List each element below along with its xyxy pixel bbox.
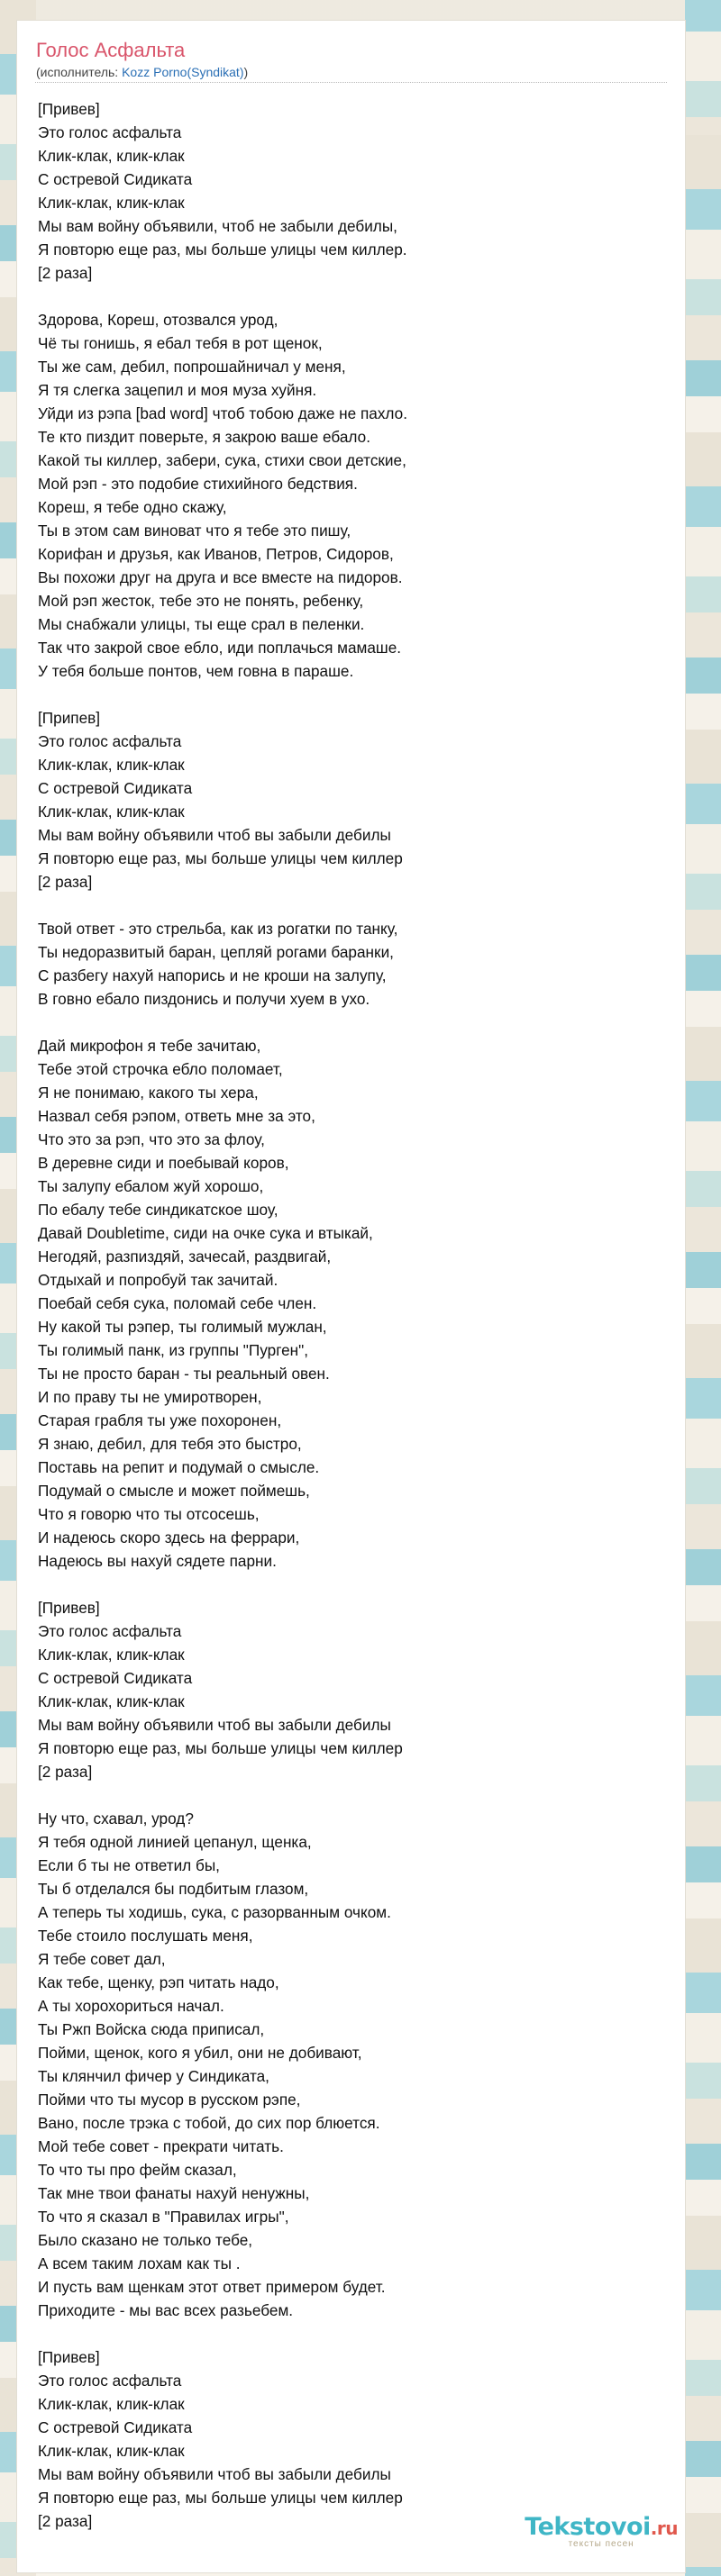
lyric-line: Ты клянчил фичер у Синдиката, bbox=[38, 2067, 269, 2085]
lyric-line: Тебе стоило послушать меня, bbox=[38, 1927, 253, 1945]
lyric-line: Ты в этом сам виноват что я тебе это пишу, bbox=[38, 522, 351, 540]
lyric-line: Пойми, щенок, кого я убил, они не добивают, bbox=[38, 2044, 362, 2062]
lyric-line: [2 раза] bbox=[38, 1763, 93, 1781]
logo-tld: .ru bbox=[650, 2517, 678, 2539]
lyric-line: Старая грабля ты уже похоронен, bbox=[38, 1411, 282, 1429]
lyric-line: Мы вам войну объявили чтоб вы забыли дебилы bbox=[38, 2465, 391, 2483]
lyric-line: Мы снабжали улицы, ты еще срал в пеленки. bbox=[38, 615, 365, 633]
subtitle-suffix: ) bbox=[243, 65, 249, 79]
stanza-gap bbox=[38, 1573, 667, 1596]
lyric-line: Клик-клак, клик-клак bbox=[38, 803, 185, 821]
lyric-line: Это голос асфальта bbox=[38, 732, 182, 750]
lyric-line: Это голос асфальта bbox=[38, 2372, 182, 2390]
lyric-line: Ты залупу ебалом жуй хорошо, bbox=[38, 1177, 264, 1195]
lyric-line: [2 раза] bbox=[38, 873, 93, 891]
lyric-line: А всем таким лохам как ты . bbox=[38, 2254, 241, 2272]
lyric-line: С остревой Сидиката bbox=[38, 2418, 193, 2436]
lyric-line: В говно ебало пиздонись и получи хуем в ухо. bbox=[38, 990, 370, 1008]
lyric-line: Что я говорю что ты отсосешь, bbox=[38, 1505, 260, 1523]
lyric-line: Корифан и друзья, как Иванов, Петров, Сидоров, bbox=[38, 545, 394, 563]
lyric-line: Ты б отделался бы подбитым глазом, bbox=[38, 1880, 309, 1898]
lyric-line: Так мне твои фанаты нахуй ненужны, bbox=[38, 2184, 310, 2202]
logo-wordmark bbox=[525, 2513, 678, 2541]
lyric-line: И пусть вам щенкам этот ответ примером будет. bbox=[38, 2278, 386, 2296]
lyric-line: [2 раза] bbox=[38, 264, 93, 282]
lyric-line: [Припев] bbox=[38, 709, 101, 727]
lyric-line: У тебя больше понтов, чем говна в параше. bbox=[38, 662, 354, 680]
lyric-line: Ты голимый панк, из группы "Пурген", bbox=[38, 1341, 309, 1359]
lyric-line: Вы похожи друг на друга и все вместе на пидоров. bbox=[38, 568, 403, 586]
stanza-gap bbox=[38, 1011, 667, 1034]
lyric-line: Клик-клак, клик-клак bbox=[38, 2442, 185, 2460]
lyric-line: Мы вам войну объявили, чтоб не забыли дебилы, bbox=[38, 217, 397, 235]
lyric-line: Подумай о смысле и может поймешь, bbox=[38, 1482, 310, 1500]
lyric-line: Я тебе совет дал, bbox=[38, 1950, 166, 1968]
lyric-line: А теперь ты ходишь, сука, с разорванным очком. bbox=[38, 1903, 391, 1921]
lyric-line: Что это за рэп, что это за флоу, bbox=[38, 1130, 265, 1148]
stanza-gap bbox=[38, 2322, 667, 2345]
lyric-line: А ты хорохориться начал. bbox=[38, 1997, 224, 2015]
lyric-line: Это голос асфальта bbox=[38, 1622, 182, 1640]
lyric-line: Клик-клак, клик-клак bbox=[38, 1692, 185, 1710]
lyric-line: Клик-клак, клик-клак bbox=[38, 147, 185, 165]
lyric-line: Клик-клак, клик-клак bbox=[38, 194, 185, 212]
logo-tagline: тексты песен bbox=[568, 2539, 634, 2549]
lyric-line: Ты не просто баран - ты реальный овен. bbox=[38, 1365, 330, 1383]
lyric-line: Пойми что ты мусор в русском рэпе, bbox=[38, 2091, 301, 2109]
lyric-line: Я повторю еще раз, мы больше улицы чем киллер bbox=[38, 849, 403, 867]
lyric-line: Если б ты не ответил бы, bbox=[38, 1856, 220, 1874]
lyric-line: Твой ответ - это стрельба, как из рогатки по танку, bbox=[38, 920, 398, 938]
lyrics-card bbox=[16, 20, 686, 2573]
lyric-line: И надеюсь скоро здесь на феррари, bbox=[38, 1528, 300, 1547]
lyric-line: Клик-клак, клик-клак bbox=[38, 756, 185, 774]
stanza-gap bbox=[38, 285, 667, 308]
lyric-line: Было сказано не только тебе, bbox=[38, 2231, 253, 2249]
lyric-line: Какой ты киллер, забери, сука, стихи свои детские, bbox=[38, 451, 406, 469]
lyric-line: Поебай себя сука, поломай себе член. bbox=[38, 1294, 317, 1312]
logo-main-text: Tekstovoi bbox=[525, 2513, 651, 2541]
lyric-line: Мой рэп жесток, тебе это не понять, ребенку, bbox=[38, 592, 364, 610]
lyric-line: С разбегу нахуй напорись и не кроши на залупу, bbox=[38, 966, 387, 984]
lyric-line: Я повторю еще раз, мы больше улицы чем киллер bbox=[38, 1739, 403, 1757]
lyric-line: Клик-клак, клик-клак bbox=[38, 2395, 185, 2413]
title-divider bbox=[35, 82, 667, 83]
lyric-line: Тебе этой строчка ебло поломает, bbox=[38, 1060, 283, 1078]
stanza-gap bbox=[38, 893, 667, 917]
lyric-line: Приходите - мы вас всех разьебем. bbox=[38, 2301, 294, 2319]
lyric-line: С остревой Сидиката bbox=[38, 1669, 193, 1687]
lyric-line: Я тебя одной линией цепанул, щенка, bbox=[38, 1833, 312, 1851]
lyric-line: Поставь на репит и подумай о смысле. bbox=[38, 1458, 320, 1476]
lyric-line: Мой тебе совет - прекрати читать. bbox=[38, 2137, 284, 2155]
lyric-line: Я повторю еще раз, мы больше улицы чем киллер. bbox=[38, 240, 407, 259]
lyric-line: Я тя слегка зацепил и моя муза хуйня. bbox=[38, 381, 317, 399]
lyric-line: [Привев] bbox=[38, 2348, 100, 2366]
lyric-line: Здорова, Кореш, отозвался урод, bbox=[38, 311, 278, 329]
lyric-line: То что я сказал в "Правилах игры", bbox=[38, 2208, 289, 2226]
lyric-line: Я знаю, дебил, для тебя это быстро, bbox=[38, 1435, 302, 1453]
lyric-line: Отдыхай и попробуй так зачитай. bbox=[38, 1271, 278, 1289]
lyric-line: Ты же сам, дебил, попрошайничал у меня, bbox=[38, 358, 346, 376]
lyric-line: Те кто пиздит поверьте, я закрою ваше ебало. bbox=[38, 428, 370, 446]
lyric-line: То что ты про фейм сказал, bbox=[38, 2161, 237, 2179]
decorative-stripes-right bbox=[685, 0, 721, 2576]
lyric-line: Так что закрой свое ебло, иди поплачься мамаше. bbox=[38, 639, 402, 657]
lyric-line: Давай Doubletime, сиди на очке сука и втыкай, bbox=[38, 1224, 373, 1242]
lyric-line: Надеюсь вы нахуй сядете парни. bbox=[38, 1552, 277, 1570]
site-logo[interactable] bbox=[525, 2513, 678, 2549]
lyric-line: Кореш, я тебе одно скажу, bbox=[38, 498, 227, 516]
lyric-line: Мы вам войну объявили чтоб вы забыли дебилы bbox=[38, 1716, 391, 1734]
stanza-gap bbox=[38, 683, 667, 706]
lyric-line: Чё ты гонишь, я ебал тебя в рот щенок, bbox=[38, 334, 323, 352]
lyric-line: Ты недоразвитый баран, цепляй рогами баранки, bbox=[38, 943, 394, 961]
lyric-line: Ну какой ты рэпер, ты голимый мужлан, bbox=[38, 1318, 327, 1336]
lyric-line: Я не понимаю, какого ты хера, bbox=[38, 1084, 259, 1102]
lyric-line: Клик-клак, клик-клак bbox=[38, 1646, 185, 1664]
lyric-line: Ну что, схавал, урод? bbox=[38, 1810, 194, 1828]
lyric-line: С остревой Сидиката bbox=[38, 170, 193, 188]
stanza-gap bbox=[38, 1783, 667, 1807]
lyric-line: Уйди из рэпа [bad word] чтоб тобою даже не пахло. bbox=[38, 404, 407, 422]
lyric-line: Дай микрофон я тебе зачитаю, bbox=[38, 1037, 261, 1055]
lyric-line: С остревой Сидиката bbox=[38, 779, 193, 797]
artist-link[interactable]: Kozz Porno(Syndikat) bbox=[122, 65, 244, 79]
lyric-line: По ебалу тебе синдикатское шоу, bbox=[38, 1201, 278, 1219]
song-title: Голос Асфальта bbox=[36, 39, 186, 61]
subtitle-prefix: (исполнитель: bbox=[36, 65, 123, 79]
lyric-line: Мы вам войну объявили чтоб вы забыли дебилы bbox=[38, 826, 391, 844]
lyric-line: И по праву ты не умиротворен, bbox=[38, 1388, 262, 1406]
lyric-line: Ты Ржп Войска сюда приписал, bbox=[38, 2020, 265, 2038]
lyric-line: Я повторю еще раз, мы больше улицы чем киллер bbox=[38, 2489, 403, 2507]
lyric-line: [Привев] bbox=[38, 100, 100, 118]
lyric-line: Негодяй, разпиздяй, зачесай, раздвигай, bbox=[38, 1247, 332, 1265]
lyric-line: Это голос асфальта bbox=[38, 123, 182, 141]
lyric-line: Назвал себя рэпом, ответь мне за это, bbox=[38, 1107, 315, 1125]
lyric-line: [Привев] bbox=[38, 1599, 100, 1617]
lyric-line: Вано, после трэка с тобой, до сих пор блюется. bbox=[38, 2114, 380, 2132]
artist-line bbox=[36, 64, 667, 80]
lyric-line: [2 раза] bbox=[38, 2512, 93, 2530]
lyric-line: Как тебе, щенку, рэп читать надо, bbox=[38, 1973, 279, 1991]
lyric-line: Мой рэп - это подобие стихийного бедствия. bbox=[38, 475, 358, 493]
lyrics-body bbox=[38, 97, 667, 2533]
lyric-line: В деревне сиди и поебывай коров, bbox=[38, 1154, 289, 1172]
